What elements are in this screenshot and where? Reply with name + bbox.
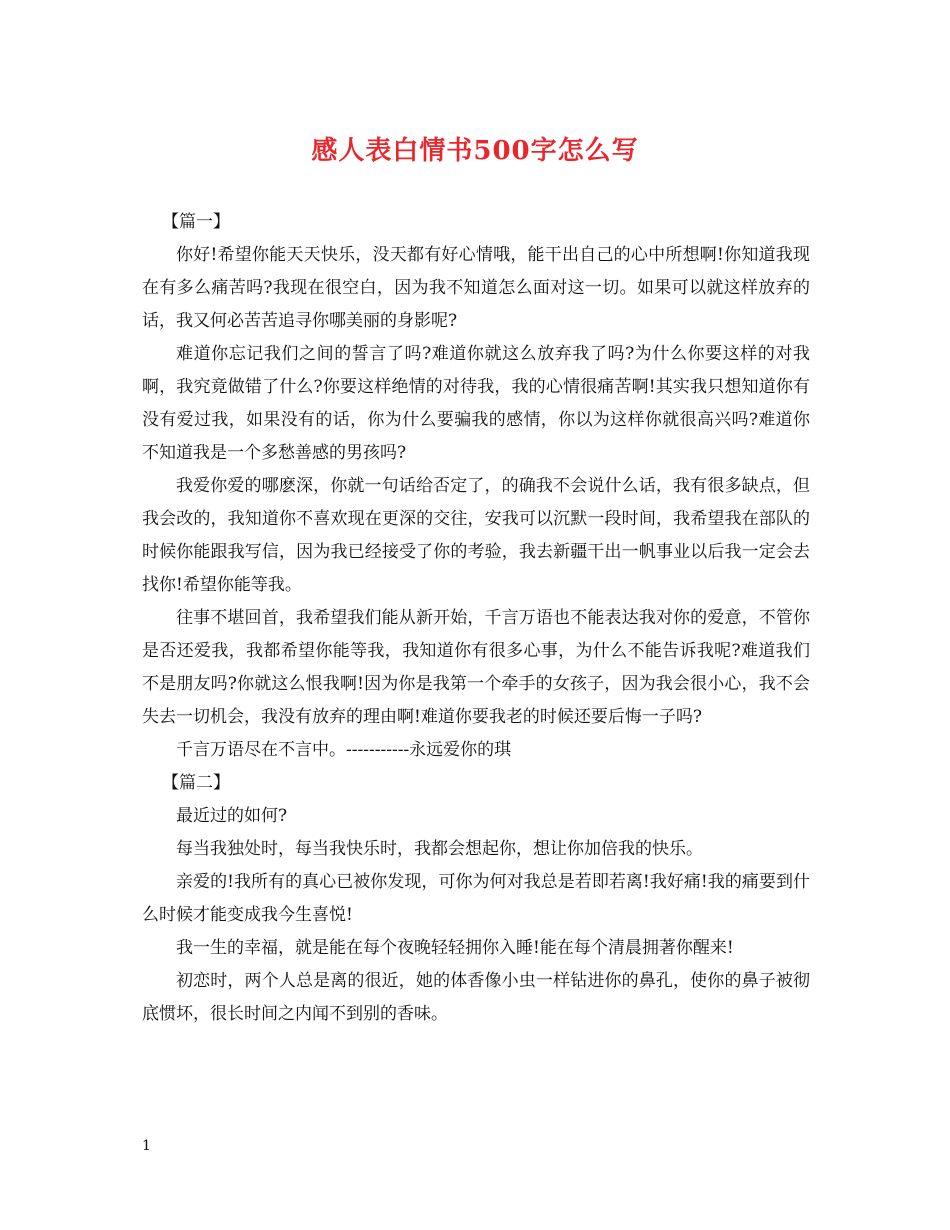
paragraph: 每当我独处时，每当我快乐时，我都会想起你，想让你加倍我的快乐。 [176,839,703,859]
signature-line: 千言万语尽在不言中。-----------永远爱你的琪 [176,740,512,760]
paragraph: 亲爱的!我所有的真心已被你发现，可你为何对我总是若即若离!我好痛!我的痛要到什么时候才能变成我今生喜悦! [142,872,810,925]
section-heading: 【篇一】 [162,212,230,232]
section-heading: 【篇二】 [162,773,230,793]
page-title: 感人表白情书500字怎么写 [311,136,639,166]
paragraph: 你好!希望你能天天快乐，没天都有好心情哦，能干出自己的心中所想啊!你知道我现在有多么痛苦吗?我现在很空白，因为我不知道怎么面对这一切。如果可以就这样放弃的话，我又何必苦苦追寻你哪美丽的身影呢? [142,245,810,331]
paragraph: 我爱你爱的哪麽深，你就一句话给否定了，的确我不会说什么话，我有很多缺点，但我会改的，我知道你不喜欢现在更深的交往，安我可以沉默一段时间，我希望我在部队的时候你能跟我写信，因为我已经接受了你的考验，我去新疆干出一帆事业以后我一定会去找你!希望你能等我。 [142,476,810,595]
document-body [142,206,810,1031]
paragraph: 难道你忘记我们之间的誓言了吗?难道你就这么放弃我了吗?为什么你要这样的对我啊，我究竟做错了什么?你要这样绝情的对待我，我的心情很痛苦啊!其实我只想知道你有没有爱过我，如果没有的话，你为什么要骗我的感情，你以为这样你就很高兴吗?难道你不知道我是一个多愁善感的男孩吗? [142,344,810,463]
paragraph: 最近过的如何? [176,806,288,826]
paragraph: 我一生的幸福，就是能在每个夜晚轻轻拥你入睡!能在每个清晨拥著你醒来! [176,938,734,958]
page-number: 1 [142,1138,151,1154]
paragraph: 初恋时，两个人总是离的很近，她的体香像小虫一样钻进你的鼻孔，使你的鼻子被彻底惯坏，很长时间之内闻不到别的香味。 [142,971,810,1024]
paragraph: 往事不堪回首，我希望我们能从新开始，千言万语也不能表达我对你的爱意，不管你是否还爱我，我都希望你能等我，我知道你有很多心事，为什么不能告诉我呢?难道我们不是朋友吗?你就这么恨我啊!因为你是我第一个牵手的女孩子，因为我会很小心，我不会失去一切机会，我没有放弃的理由啊!难道你要我老的时候还要后悔一子吗? [142,608,810,727]
